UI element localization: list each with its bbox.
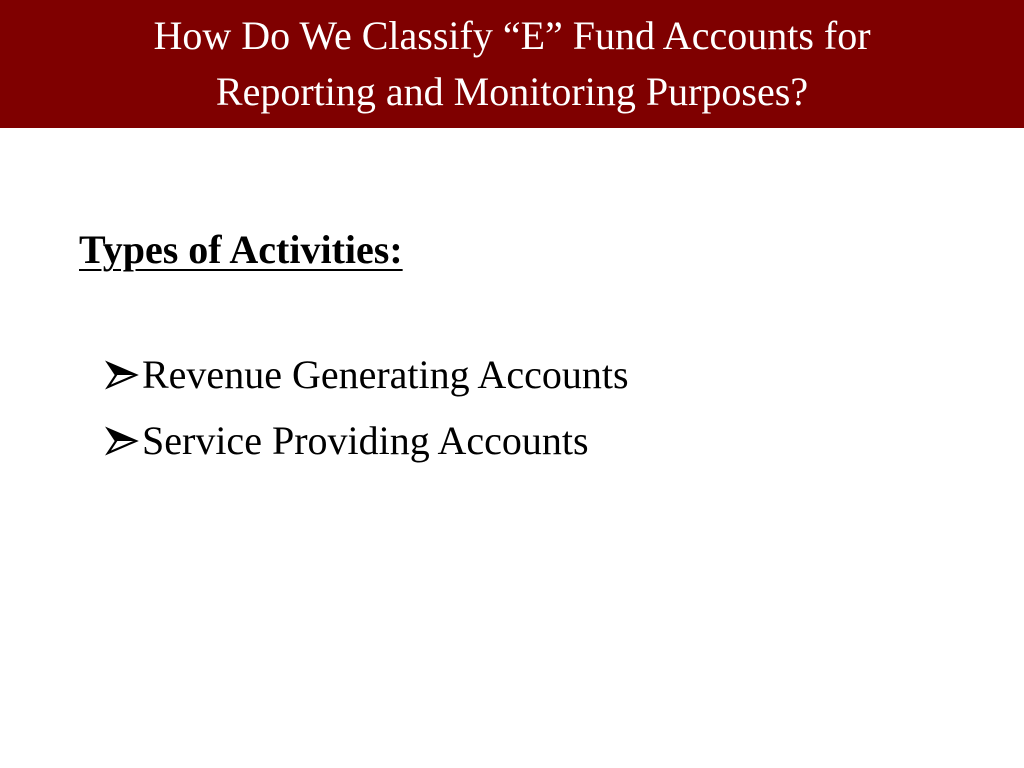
list-item (104, 342, 629, 408)
slide-title-line-1: How Do We Classify “E” Fund Accounts for (153, 13, 871, 58)
title-bar (0, 0, 1024, 128)
bullet-label: Revenue Generating Accounts (142, 352, 629, 397)
bullet-list (104, 342, 629, 474)
arrow-bullet-icon (104, 426, 140, 456)
bullet-label: Service Providing Accounts (142, 418, 589, 463)
slide-title-line-2: Reporting and Monitoring Purposes? (215, 69, 809, 114)
arrow-bullet-icon (104, 360, 140, 390)
list-item (104, 408, 629, 474)
section-heading: Types of Activities: (79, 227, 403, 272)
